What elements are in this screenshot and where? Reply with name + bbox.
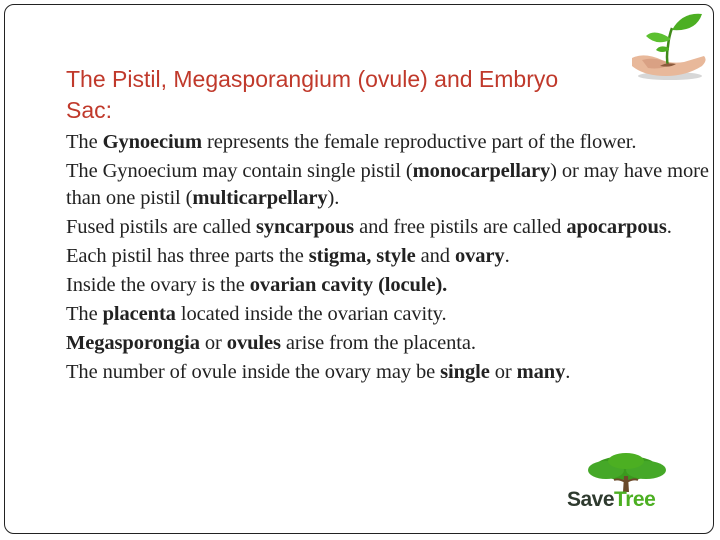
bullet-item xyxy=(44,272,714,299)
bullet-text: The number of ovule inside the ovary may be xyxy=(66,361,441,383)
bullet-text: . xyxy=(666,216,672,238)
bullet-text: and xyxy=(415,245,455,267)
bullet-text: ). xyxy=(327,187,340,209)
bold-term: ovules xyxy=(226,332,281,354)
bullet-item xyxy=(44,214,714,241)
logo-word-tree: Tree xyxy=(614,488,656,511)
bullet-text: Inside the ovary is the xyxy=(66,274,250,296)
bullet-text: ) or may have more than one pistil ( xyxy=(66,160,709,209)
bullet-text: . xyxy=(504,245,510,267)
bullet-text: The xyxy=(66,303,103,325)
bullet-list xyxy=(44,129,714,388)
bullet-text: The xyxy=(66,131,103,153)
bold-term: many xyxy=(516,361,566,383)
save-tree-logo xyxy=(560,452,685,522)
bold-term: Megasporongia xyxy=(66,332,200,354)
slide-title: The Pistil, Megasporangium (ovule) and Embryo Sac: xyxy=(66,66,559,123)
bullet-text: Fused pistils are called xyxy=(66,216,256,238)
bullet-item xyxy=(44,243,714,270)
logo-word-save: Save xyxy=(567,488,615,511)
bold-term: syncarpous xyxy=(255,216,355,238)
bullet-text: or xyxy=(199,332,227,354)
bold-term: ovary xyxy=(454,245,505,267)
bullet-text: . xyxy=(565,361,571,383)
bold-term: Gynoecium xyxy=(102,131,202,153)
bullet-text: arise from the placenta. xyxy=(280,332,476,354)
save-tree-wordmark xyxy=(567,488,655,512)
bullet-item xyxy=(44,359,714,386)
bullet-text: The Gynoecium may contain single pistil ( xyxy=(66,160,413,182)
bullet-text: Each pistil has three parts the xyxy=(66,245,309,267)
bold-term: single xyxy=(440,361,490,383)
bullet-text: represents the female reproductive part of the flower. xyxy=(201,131,637,153)
bold-term: ovarian cavity (locule). xyxy=(249,274,448,296)
bold-term: multicarpellary xyxy=(192,187,328,209)
bold-term: monocarpellary xyxy=(412,160,551,182)
bold-term: stigma, style xyxy=(308,245,416,267)
bullet-text: and free pistils are called xyxy=(354,216,567,238)
bold-term: apocarpous xyxy=(566,216,667,238)
bullet-item xyxy=(44,330,714,357)
bullet-item xyxy=(44,158,714,212)
bold-term: placenta xyxy=(102,303,176,325)
hands-holding-seedling-icon xyxy=(622,6,714,84)
bullet-text: located inside the ovarian cavity. xyxy=(175,303,447,325)
bullet-text: or xyxy=(489,361,517,383)
bullet-item xyxy=(44,129,714,156)
bullet-item xyxy=(44,301,714,328)
